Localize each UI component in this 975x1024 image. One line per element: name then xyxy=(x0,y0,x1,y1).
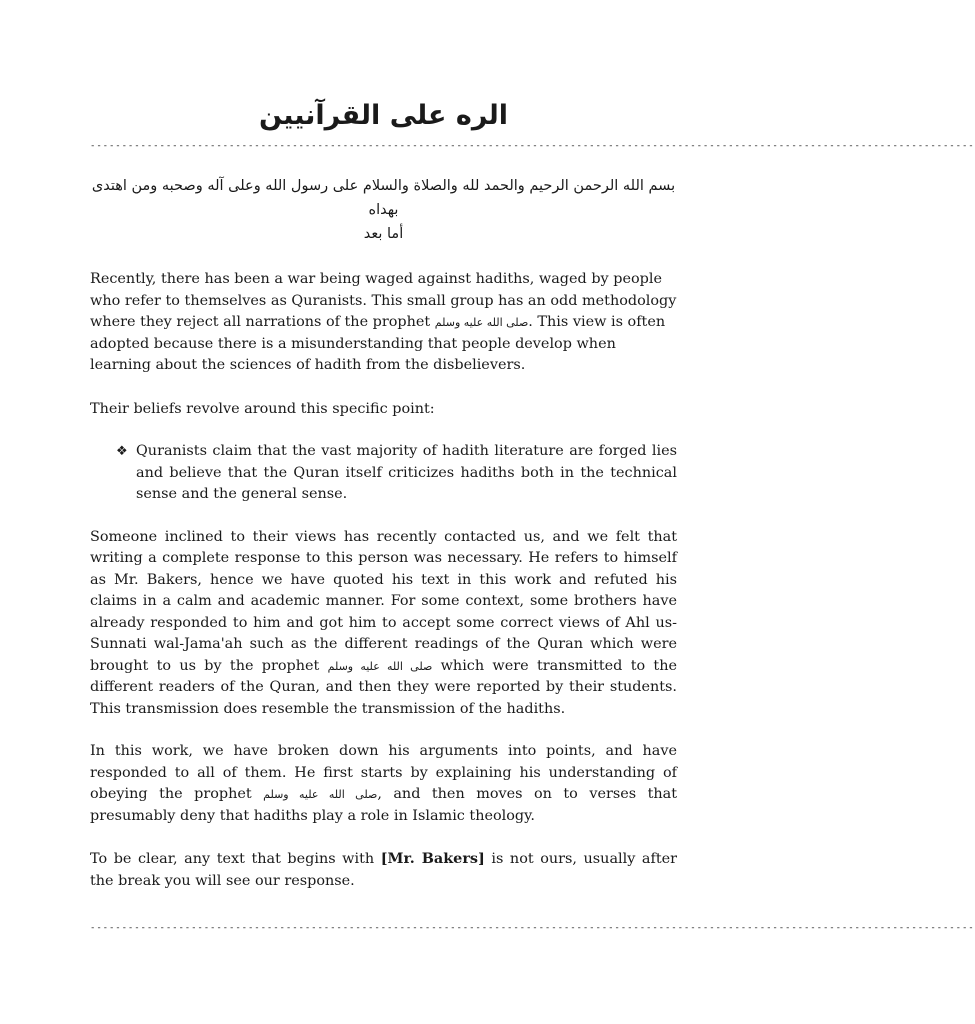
paragraph-beliefs: Their beliefs revolve around this specific point: xyxy=(90,400,435,417)
mr-bakers-label: [Mr. Bakers] xyxy=(380,850,485,867)
paragraph-clarification-text-a: To be clear, any text that begins with xyxy=(90,851,381,867)
honorific-text: صلى الله عليه وسلم xyxy=(263,788,378,801)
paragraph-intro-text-a: Recently, there has been a war being waged against hadiths, waged by people who refer to themselves as Quranists. This small group has an odd methodology where they reject all narrations of the prophet xyxy=(90,271,677,330)
basmala-opening xyxy=(90,174,677,246)
paragraph-clarification xyxy=(90,848,677,892)
top-divider: -------------------------------------------------------------------------------------------------------------------------------------------- xyxy=(90,141,975,151)
paragraph-context-text-a: Someone inclined to their views has recently contacted us, and we felt that writing a complete response to this person was necessary. He refers to himself as Mr. Bakers, hence we have quoted his text in this work and refuted his claims in a calm and academic manner. For some context, some brothers have already responded to him and got him to accept some correct views of Ahl us-Sunnati wal-Jama'ah such as the different readings of the Quran which were brought to us by the prophet xyxy=(90,528,677,674)
bottom-divider: -------------------------------------------------------------------------------------------------------------------------------------------- xyxy=(90,923,975,933)
bullet-text: Quranists claim that the vast majority of hadith literature are forged lies and believe that the Quran itself criticizes hadiths both in the technical sense and the general sense. xyxy=(136,443,677,502)
paragraph-structure-text-a: In this work, we have broken down his arguments into points, and have responded to all of them. He first starts by explaining his understanding of obeying the prophet xyxy=(90,743,677,802)
paragraph-clarification-text-b: is not ours, usually after the break you will see our response. xyxy=(90,851,678,889)
paragraph-intro-text-b: . This view is often adopted because there is a misunderstanding that people develop when learning about the sciences of hadith from the disbelievers. xyxy=(90,314,666,373)
document-page xyxy=(90,96,975,934)
honorific-text: صلى الله عليه وسلم xyxy=(434,316,529,329)
paragraph-context-text-b: which were transmitted to the different readers of the Quran, and then they were reported by their students. This transmission does resemble the transmission of the hadiths. xyxy=(90,657,678,717)
basmala-line-2: أما بعد xyxy=(363,226,404,242)
bullet-list xyxy=(90,441,677,506)
paragraph-context xyxy=(90,527,677,721)
basmala-line-1: بسم الله الرحمن الرحيم والحمد لله والصلاة والسلام على رسول الله وعلى آله وصحبه ومن اهتدى بهداه xyxy=(91,178,676,218)
paragraph-structure xyxy=(90,741,677,827)
diamond-bullet-icon: ❖ xyxy=(116,444,128,459)
paragraph-structure-text-b: , and then moves on to verses that presumably deny that hadiths play a role in Islamic theology. xyxy=(90,786,678,824)
paragraph-intro xyxy=(90,269,677,377)
list-item xyxy=(116,441,677,506)
page-title: الره على القرآنيين xyxy=(258,100,509,131)
honorific-text: صلى الله عليه وسلم xyxy=(327,659,433,673)
